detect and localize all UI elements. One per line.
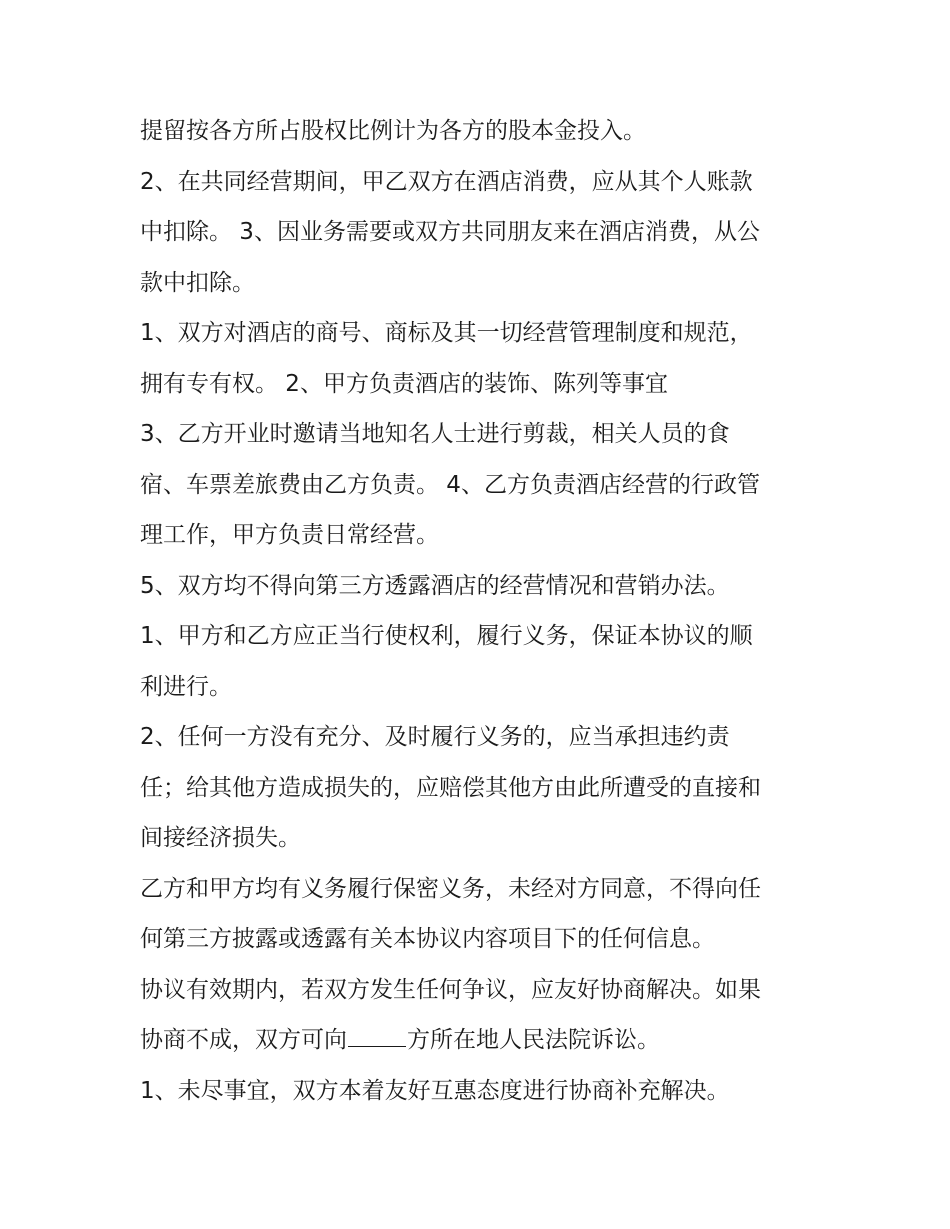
text-line: 5、双方均不得向第三方透露酒店的经营情况和营销办法。: [140, 572, 730, 599]
text-line: 何第三方披露或透露有关本协议内容项目下的任何信息。: [140, 926, 715, 952]
text-line: 拥有专有权。 2、甲方负责酒店的装饰、陈列等事宜: [140, 370, 668, 397]
text-line: 1、未尽事宜，双方本着友好互惠态度进行协商补充解决。: [140, 1077, 730, 1104]
text-line: 乙方和甲方均有义务履行保密义务，未经对方同意，不得向任: [140, 875, 761, 902]
document-body: [140, 106, 820, 1116]
court-line-prefix: 协商不成，双方可向: [140, 1027, 347, 1053]
text-line: 3、乙方开业时邀请当地知名人士进行剪裁，相关人员的食: [140, 421, 730, 447]
text-line: 任；给其他方造成损失的，应赔偿其他方由此所遭受的直接和: [140, 774, 761, 801]
text-line: 利进行。: [140, 673, 232, 700]
text-line: 款中扣除。: [140, 269, 255, 296]
text-line: 中扣除。 3、因业务需要或双方共同朋友来在酒店消费，从公: [140, 219, 760, 245]
text-line: 2、任何一方没有充分、及时履行义务的，应当承担违约责: [140, 724, 730, 750]
text-line: 理工作，甲方负责日常经营。: [140, 522, 439, 548]
fill-in-blank: [348, 1016, 406, 1047]
text-line: 协议有效期内，若双方发生任何争议，应友好协商解决。如果: [140, 976, 761, 1003]
text-line: 提留按各方所占股权比例计为各方的股本金投入。: [140, 118, 646, 144]
text-line: 1、甲方和乙方应正当行使权利，履行义务，保证本协议的顺: [140, 623, 753, 649]
text-line: 1、双方对酒店的商号、商标及其一切经营管理制度和规范，: [140, 320, 753, 346]
text-line: 间接经济损失。: [140, 825, 301, 851]
text-line: 2、在共同经营期间，甲乙双方在酒店消费，应从其个人账款: [140, 168, 753, 195]
court-line: [140, 1015, 820, 1066]
text-line: 宿、车票差旅费由乙方负责。 4、乙方负责酒店经营的行政管: [140, 471, 760, 498]
court-line-suffix: 方所在地人民法院诉讼。: [407, 1027, 660, 1053]
